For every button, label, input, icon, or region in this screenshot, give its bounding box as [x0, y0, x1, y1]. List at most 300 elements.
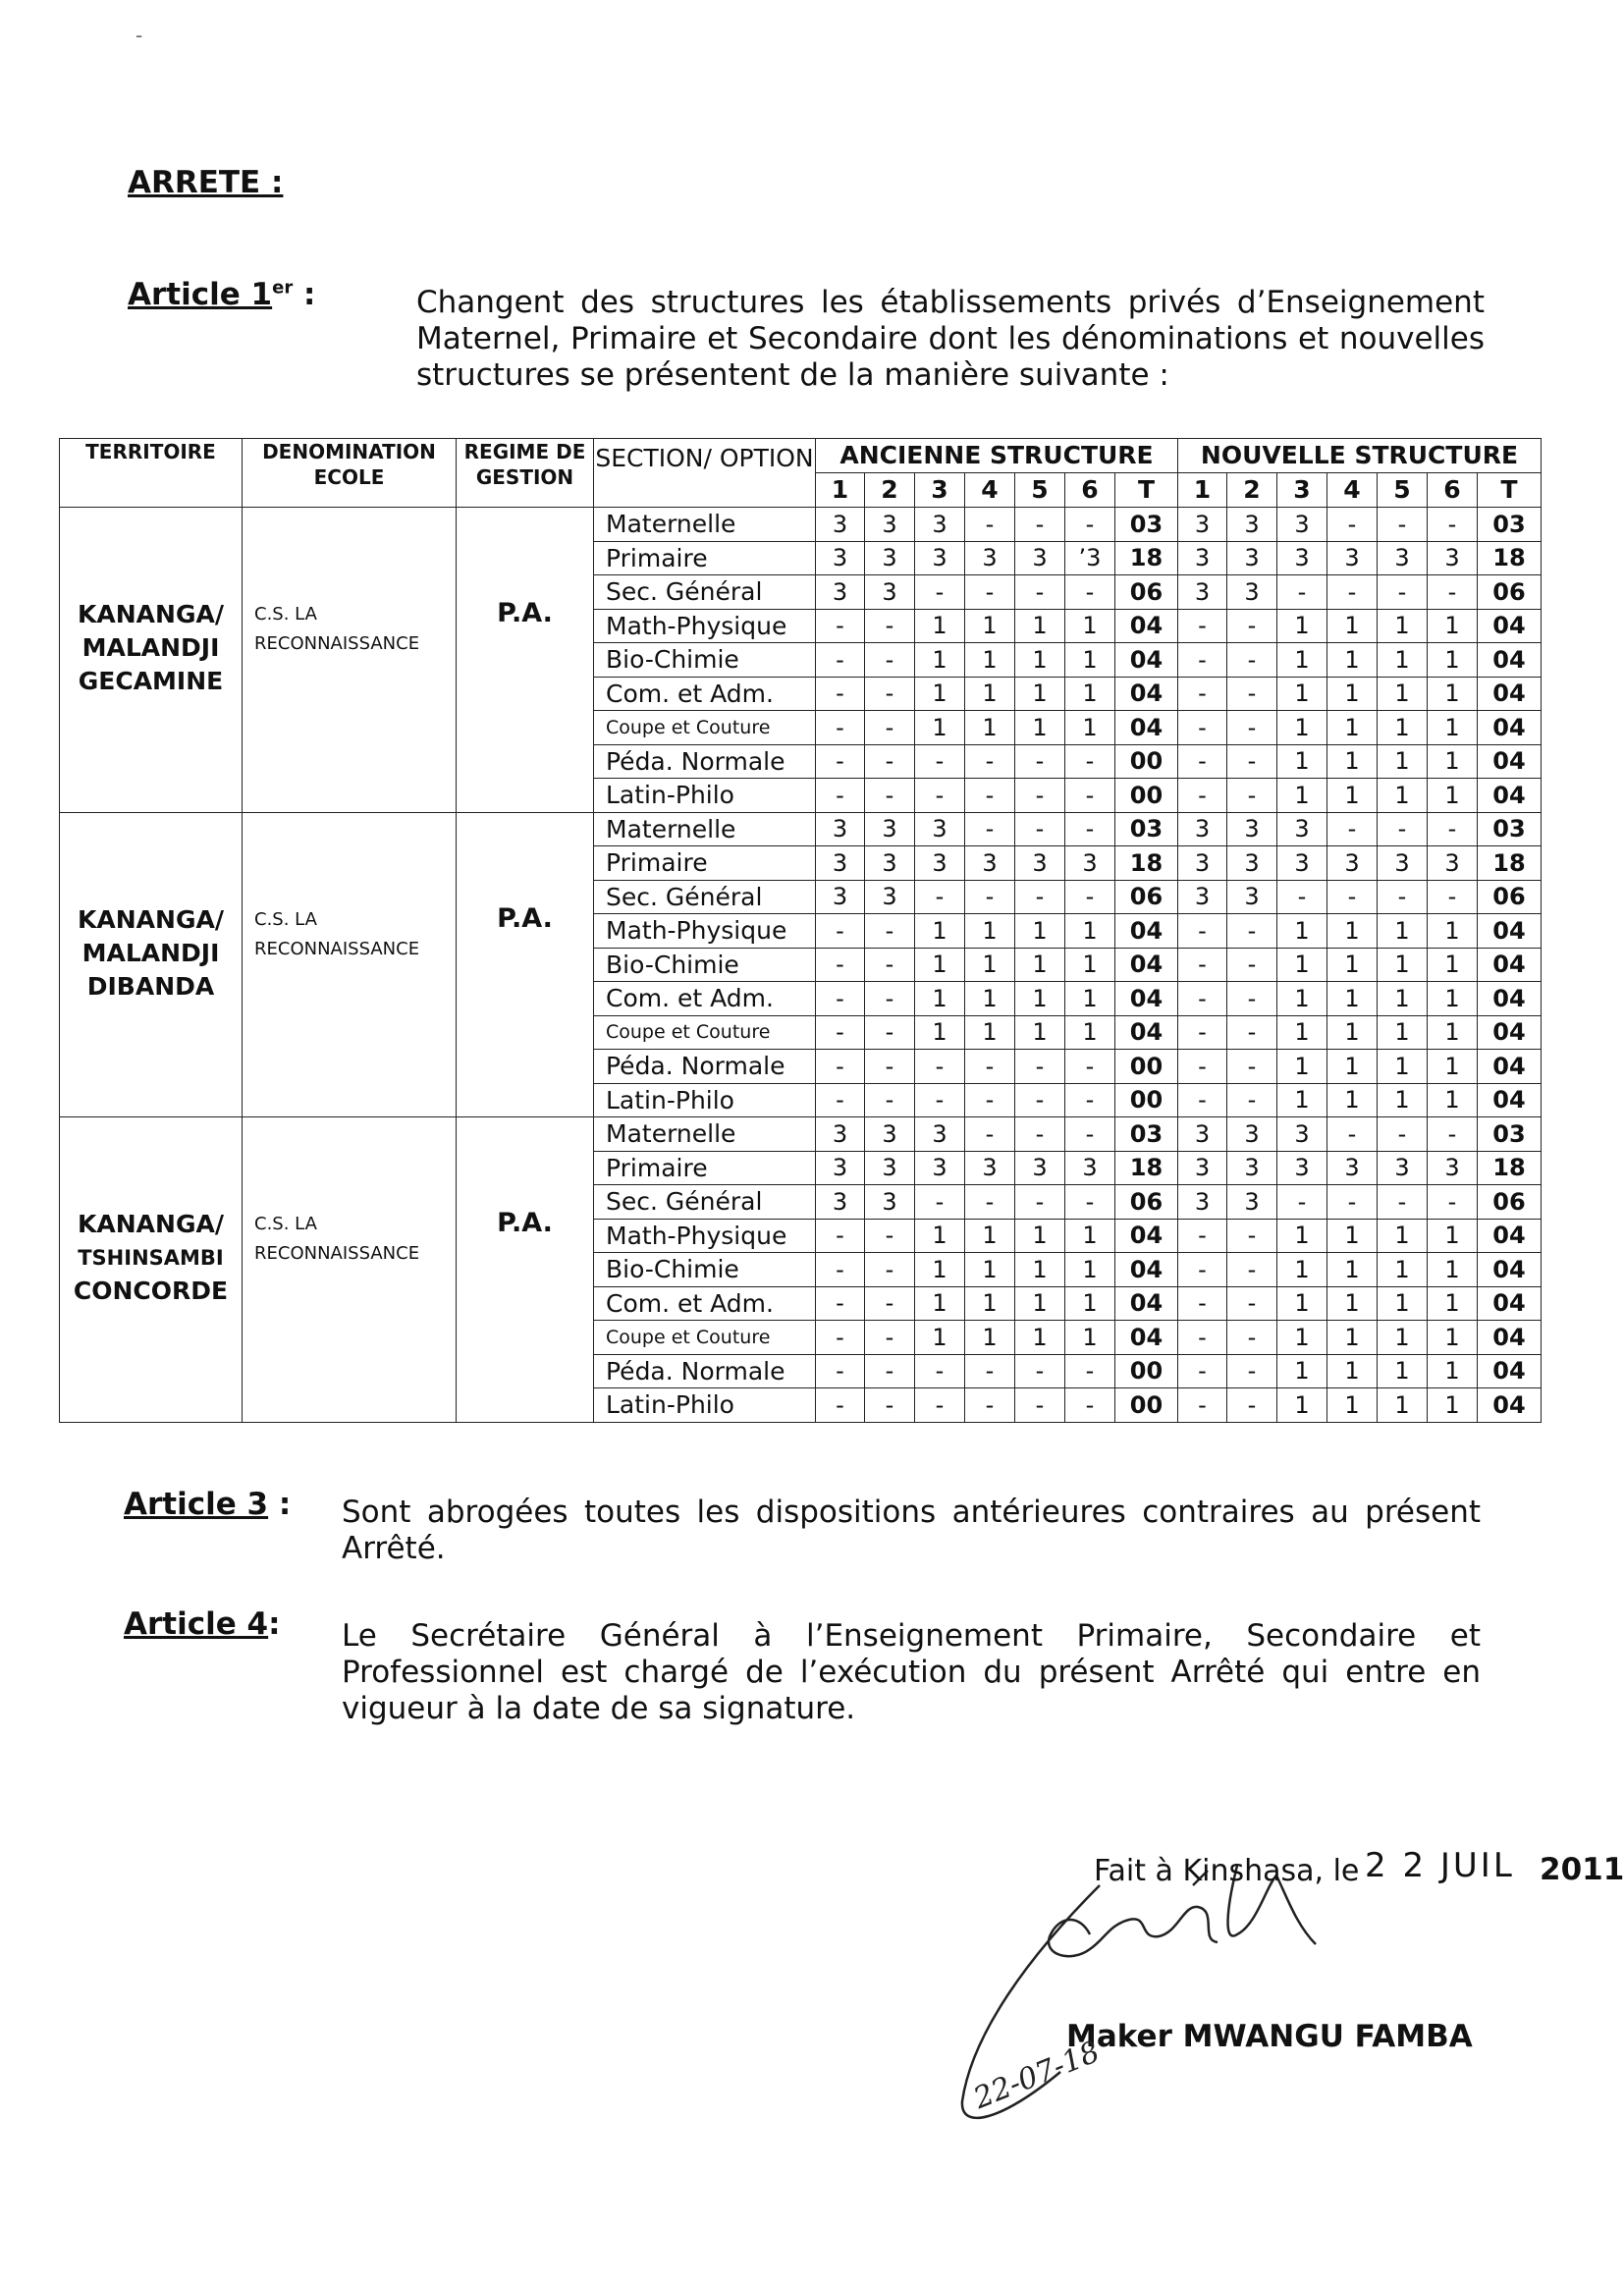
ancienne-total-cell: 04: [1115, 609, 1178, 643]
ancienne-year-cell: -: [865, 1083, 915, 1117]
ancienne-year-cell: -: [816, 1253, 865, 1287]
ancienne-total-cell: 06: [1115, 575, 1178, 610]
ancienne-year-cell: 3: [865, 812, 915, 846]
nouvelle-year-cell: -: [1227, 711, 1277, 745]
nouvelle-year-cell: 1: [1378, 1388, 1428, 1423]
nouvelle-year-cell: 1: [1277, 1354, 1327, 1388]
nouvelle-year-cell: 1: [1428, 1050, 1478, 1084]
nouvelle-year-cell: 3: [1277, 846, 1327, 881]
school-name-line: C.S. LA: [254, 1214, 317, 1234]
ancienne-year-cell: 3: [965, 846, 1015, 881]
ancienne-year-cell: 1: [1015, 643, 1065, 678]
nouvelle-total-cell: 04: [1478, 1286, 1542, 1321]
section-option-cell: Sec. Général: [594, 880, 816, 914]
ancienne-year-cell: 1: [1065, 711, 1115, 745]
nouvelle-year-cell: 1: [1277, 643, 1327, 678]
nouvelle-year-cell: -: [1178, 1388, 1227, 1423]
nouvelle-year-cell: -: [1428, 508, 1478, 542]
territoire-line: DIBANDA: [86, 971, 215, 1001]
ancienne-year-cell: -: [1065, 812, 1115, 846]
nouvelle-year-cell: 1: [1277, 711, 1327, 745]
ancienne-year-cell: 3: [915, 508, 965, 542]
ancienne-year-cell: -: [865, 1354, 915, 1388]
article3-label: [124, 1487, 291, 1522]
nouvelle-year-cell: 3: [1178, 846, 1227, 881]
nouvelle-year-cell: -: [1227, 744, 1277, 779]
nouvelle-year-cell: 3: [1227, 880, 1277, 914]
ancienne-year-cell: -: [865, 711, 915, 745]
ancienne-total-cell: 00: [1115, 1083, 1178, 1117]
nouvelle-total-cell: 04: [1478, 1354, 1542, 1388]
nouvelle-year-cell: 1: [1327, 677, 1378, 711]
nouvelle-year-cell: 3: [1327, 541, 1378, 575]
nouvelle-year-cell: 1: [1378, 1050, 1428, 1084]
nouvelle-year-cell: 1: [1378, 609, 1428, 643]
nouvelle-total-cell: 04: [1478, 1219, 1542, 1253]
nouvelle-year-cell: -: [1178, 1321, 1227, 1355]
ancienne-year-cell: 1: [915, 711, 965, 745]
section-option-cell: Sec. Général: [594, 1185, 816, 1220]
date-stamp: 2 2 JUIL: [1365, 1846, 1515, 1885]
nouvelle-year-cell: 3: [1277, 1151, 1327, 1185]
article4-text: Le Secrétaire Général à l’Enseignement Primaire, Secondaire et Professionnel est chargé de l’exécution du présent Arrêté qui entre en vigueur à la date de sa signature.: [342, 1618, 1481, 1726]
nouvelle-year-cell: -: [1378, 575, 1428, 610]
ancienne-year-cell: -: [865, 948, 915, 982]
ancienne-total-cell: 18: [1115, 846, 1178, 881]
ancienne-total-cell: 04: [1115, 677, 1178, 711]
nouvelle-year-cell: -: [1227, 1286, 1277, 1321]
ancienne-year-cell: 1: [1065, 677, 1115, 711]
nouvelle-year-cell: -: [1178, 643, 1227, 678]
ancienne-year-cell: -: [1015, 508, 1065, 542]
ancienne-year-cell: -: [965, 880, 1015, 914]
nouvelle-year-cell: 1: [1277, 914, 1327, 949]
ancienne-year-cell: -: [865, 1253, 915, 1287]
regime-cell: P.A.: [457, 812, 594, 1117]
ancienne-year-cell: -: [865, 643, 915, 678]
nouvelle-year-cell: 1: [1378, 982, 1428, 1016]
ancienne-total-cell: 03: [1115, 1117, 1178, 1152]
nouvelle-year-cell: 1: [1378, 1321, 1428, 1355]
nouvelle-year-cell: 1: [1277, 744, 1327, 779]
table-body: [60, 508, 1542, 1423]
ancienne-year-cell: 1: [1015, 711, 1065, 745]
school-name-cell: [243, 812, 457, 1117]
ancienne-year-cell: ʼ3: [1065, 541, 1115, 575]
ancienne-year-cell: -: [816, 744, 865, 779]
nouvelle-year-cell: 3: [1227, 508, 1277, 542]
ancienne-year-cell: -: [1065, 1050, 1115, 1084]
nouvelle-year-cell: 3: [1378, 846, 1428, 881]
ancienne-year-cell: 1: [1015, 609, 1065, 643]
nouvelle-year-cell: -: [1178, 982, 1227, 1016]
nouvelle-year-cell: -: [1178, 1253, 1227, 1287]
nouvelle-year-cell: 1: [1277, 779, 1327, 813]
section-option-cell: Bio-Chimie: [594, 1253, 816, 1287]
header-territoire: TERRITOIRE: [60, 439, 243, 508]
nouvelle-year-cell: -: [1178, 744, 1227, 779]
nouvelle-year-cell: -: [1428, 880, 1478, 914]
ancienne-year-cell: 3: [816, 812, 865, 846]
section-option-cell: Primaire: [594, 541, 816, 575]
ancienne-year-cell: -: [816, 914, 865, 949]
nouvelle-year-cell: 3: [1227, 1151, 1277, 1185]
nouvelle-year-cell: 3: [1277, 508, 1327, 542]
nouvelle-year-cell: 1: [1428, 609, 1478, 643]
ancienne-total-cell: 03: [1115, 508, 1178, 542]
old-col-header-1: 1: [816, 473, 865, 508]
ancienne-year-cell: -: [1065, 779, 1115, 813]
school-name-line: RECONNAISSANCE: [254, 938, 420, 959]
nouvelle-year-cell: 1: [1428, 1219, 1478, 1253]
nouvelle-year-cell: -: [1227, 1253, 1277, 1287]
article1-text: Changent des structures les établissements privés d’Enseignement Maternel, Primaire et Secondaire dont les dénominations et nouvelles structures se présentent de la manière suivante :: [416, 285, 1485, 393]
nouvelle-year-cell: 1: [1428, 1286, 1478, 1321]
ancienne-year-cell: 1: [965, 643, 1015, 678]
ancienne-year-cell: -: [965, 1354, 1015, 1388]
ancienne-year-cell: -: [1065, 880, 1115, 914]
ancienne-year-cell: 3: [816, 1151, 865, 1185]
nouvelle-total-cell: 04: [1478, 914, 1542, 949]
nouvelle-year-cell: -: [1178, 1219, 1227, 1253]
nouvelle-year-cell: 1: [1378, 677, 1428, 711]
ancienne-year-cell: -: [865, 744, 915, 779]
nouvelle-year-cell: 3: [1178, 508, 1227, 542]
nouvelle-year-cell: 1: [1327, 609, 1378, 643]
ancienne-year-cell: -: [816, 1286, 865, 1321]
ancienne-year-cell: 1: [1065, 914, 1115, 949]
ancienne-year-cell: 1: [915, 643, 965, 678]
ancienne-year-cell: 1: [1015, 677, 1065, 711]
ancienne-year-cell: 1: [1015, 914, 1065, 949]
date-stamp-year: 2011: [1540, 1852, 1624, 1887]
regime-cell: P.A.: [457, 508, 594, 813]
nouvelle-year-cell: 3: [1178, 541, 1227, 575]
old-col-header-t: T: [1115, 473, 1178, 508]
ancienne-year-cell: 1: [965, 982, 1015, 1016]
nouvelle-year-cell: 1: [1428, 711, 1478, 745]
nouvelle-total-cell: 18: [1478, 846, 1542, 881]
nouvelle-year-cell: 1: [1327, 1083, 1378, 1117]
section-option-cell: Maternelle: [594, 1117, 816, 1152]
ancienne-year-cell: -: [965, 744, 1015, 779]
ancienne-year-cell: 3: [865, 541, 915, 575]
old-col-header-6: 6: [1065, 473, 1115, 508]
school-name-line: C.S. LA: [254, 908, 317, 930]
ancienne-year-cell: 1: [915, 1253, 965, 1287]
ancienne-total-cell: 03: [1115, 812, 1178, 846]
nouvelle-year-cell: -: [1227, 982, 1277, 1016]
nouvelle-year-cell: -: [1227, 1354, 1277, 1388]
ancienne-year-cell: -: [1065, 1083, 1115, 1117]
nouvelle-year-cell: 1: [1378, 1286, 1428, 1321]
ancienne-year-cell: -: [816, 677, 865, 711]
nouvelle-year-cell: 3: [1227, 541, 1277, 575]
nouvelle-total-cell: 04: [1478, 1253, 1542, 1287]
ancienne-year-cell: -: [1065, 1388, 1115, 1423]
header-nouvelle-structure: NOUVELLE STRUCTURE: [1178, 439, 1542, 473]
nouvelle-year-cell: -: [1178, 914, 1227, 949]
section-option-cell: Primaire: [594, 1151, 816, 1185]
ancienne-year-cell: -: [816, 1321, 865, 1355]
new-col-header-1: 1: [1178, 473, 1227, 508]
document-heading: ARRETE :: [128, 165, 284, 200]
ancienne-year-cell: -: [1015, 1185, 1065, 1220]
article4-label: [124, 1606, 281, 1642]
ancienne-year-cell: -: [915, 1388, 965, 1423]
table-row: [60, 508, 1542, 542]
ancienne-year-cell: -: [965, 508, 1015, 542]
ancienne-year-cell: 3: [915, 1151, 965, 1185]
ancienne-year-cell: 1: [915, 1286, 965, 1321]
nouvelle-year-cell: 1: [1428, 948, 1478, 982]
nouvelle-total-cell: 04: [1478, 1083, 1542, 1117]
article1-label-sup: er: [272, 277, 294, 299]
section-option-cell: Primaire: [594, 846, 816, 881]
ancienne-year-cell: 3: [865, 880, 915, 914]
ancienne-year-cell: -: [865, 914, 915, 949]
section-option-cell: Coupe et Couture: [594, 1015, 816, 1050]
ancienne-total-cell: 00: [1115, 1354, 1178, 1388]
ancienne-total-cell: 00: [1115, 1050, 1178, 1084]
ancienne-year-cell: 3: [865, 846, 915, 881]
nouvelle-year-cell: 1: [1378, 914, 1428, 949]
territoire-line: KANANGA/: [78, 904, 224, 934]
ancienne-year-cell: -: [1015, 779, 1065, 813]
ancienne-year-cell: 1: [1015, 1321, 1065, 1355]
nouvelle-total-cell: 03: [1478, 508, 1542, 542]
nouvelle-year-cell: -: [1227, 677, 1277, 711]
ancienne-year-cell: -: [816, 643, 865, 678]
section-option-cell: Péda. Normale: [594, 1050, 816, 1084]
school-name-cell: [243, 508, 457, 813]
ancienne-year-cell: 3: [1015, 1151, 1065, 1185]
nouvelle-year-cell: -: [1428, 1185, 1478, 1220]
ancienne-year-cell: -: [1015, 880, 1065, 914]
nouvelle-year-cell: -: [1227, 1321, 1277, 1355]
section-option-cell: Péda. Normale: [594, 744, 816, 779]
school-name-line: RECONNAISSANCE: [254, 1243, 420, 1264]
ancienne-year-cell: -: [1065, 1117, 1115, 1152]
ancienne-year-cell: -: [816, 779, 865, 813]
territoire-line: TSHINSAMBI: [78, 1246, 224, 1270]
table-row: [60, 812, 1542, 846]
ancienne-year-cell: -: [965, 1185, 1015, 1220]
ancienne-year-cell: 1: [915, 1219, 965, 1253]
nouvelle-year-cell: -: [1378, 812, 1428, 846]
scan-mark: -: [135, 24, 143, 47]
nouvelle-year-cell: 1: [1378, 1253, 1428, 1287]
nouvelle-year-cell: 3: [1378, 1151, 1428, 1185]
school-name-line: RECONNAISSANCE: [254, 633, 420, 654]
nouvelle-year-cell: -: [1178, 1050, 1227, 1084]
nouvelle-year-cell: 1: [1277, 1253, 1327, 1287]
ancienne-year-cell: 1: [1065, 948, 1115, 982]
territoire-cell: [60, 1117, 243, 1423]
ancienne-year-cell: 1: [965, 1253, 1015, 1287]
nouvelle-year-cell: 1: [1378, 643, 1428, 678]
ancienne-year-cell: 1: [965, 609, 1015, 643]
nouvelle-year-cell: -: [1178, 677, 1227, 711]
ancienne-year-cell: -: [1015, 1117, 1065, 1152]
nouvelle-year-cell: 1: [1428, 982, 1478, 1016]
nouvelle-year-cell: 1: [1327, 1015, 1378, 1050]
ancienne-year-cell: 1: [1065, 1015, 1115, 1050]
nouvelle-year-cell: -: [1178, 711, 1227, 745]
section-option-cell: Latin-Philo: [594, 779, 816, 813]
ancienne-year-cell: -: [965, 1050, 1015, 1084]
ancienne-year-cell: 3: [865, 1117, 915, 1152]
ancienne-year-cell: 3: [1015, 541, 1065, 575]
ancienne-year-cell: -: [816, 1083, 865, 1117]
nouvelle-year-cell: 1: [1378, 1219, 1428, 1253]
ancienne-year-cell: 1: [915, 914, 965, 949]
territoire-line: KANANGA/: [78, 600, 224, 628]
ancienne-year-cell: 1: [915, 677, 965, 711]
nouvelle-year-cell: -: [1327, 880, 1378, 914]
ancienne-year-cell: -: [865, 779, 915, 813]
nouvelle-year-cell: 3: [1227, 1117, 1277, 1152]
ancienne-year-cell: 3: [816, 541, 865, 575]
nouvelle-year-cell: -: [1178, 1354, 1227, 1388]
nouvelle-year-cell: -: [1378, 1185, 1428, 1220]
place-date-line: Fait à Kinshasa, le: [1094, 1854, 1360, 1888]
nouvelle-year-cell: 1: [1327, 643, 1378, 678]
ancienne-year-cell: -: [816, 1219, 865, 1253]
ancienne-year-cell: 3: [915, 1117, 965, 1152]
ancienne-year-cell: 3: [915, 541, 965, 575]
nouvelle-year-cell: -: [1227, 1083, 1277, 1117]
ancienne-year-cell: -: [1015, 812, 1065, 846]
ancienne-year-cell: -: [965, 575, 1015, 610]
nouvelle-total-cell: 03: [1478, 1117, 1542, 1152]
ancienne-total-cell: 04: [1115, 914, 1178, 949]
ancienne-year-cell: -: [965, 812, 1015, 846]
header-section: SECTION/ OPTION: [594, 439, 816, 508]
nouvelle-year-cell: 3: [1327, 1151, 1378, 1185]
nouvelle-year-cell: -: [1428, 812, 1478, 846]
ancienne-year-cell: -: [816, 1354, 865, 1388]
nouvelle-year-cell: 1: [1277, 677, 1327, 711]
nouvelle-year-cell: -: [1178, 948, 1227, 982]
article3-colon: :: [268, 1487, 292, 1522]
nouvelle-year-cell: 1: [1327, 1388, 1378, 1423]
nouvelle-year-cell: -: [1378, 1117, 1428, 1152]
nouvelle-total-cell: 18: [1478, 1151, 1542, 1185]
ancienne-total-cell: 18: [1115, 1151, 1178, 1185]
article4-label-text: Article 4: [124, 1606, 269, 1642]
territoire-cell: [60, 812, 243, 1117]
nouvelle-year-cell: -: [1178, 779, 1227, 813]
ancienne-year-cell: -: [1015, 1083, 1065, 1117]
nouvelle-year-cell: -: [1178, 1083, 1227, 1117]
nouvelle-total-cell: 06: [1478, 575, 1542, 610]
old-col-header-5: 5: [1015, 473, 1065, 508]
section-option-cell: Bio-Chimie: [594, 643, 816, 678]
nouvelle-year-cell: 1: [1327, 1050, 1378, 1084]
nouvelle-year-cell: -: [1277, 880, 1327, 914]
nouvelle-year-cell: 1: [1428, 1253, 1478, 1287]
ancienne-year-cell: -: [865, 1321, 915, 1355]
ancienne-year-cell: -: [1065, 508, 1115, 542]
territoire-line: KANANGA/: [78, 1210, 224, 1238]
nouvelle-year-cell: 1: [1277, 1388, 1327, 1423]
ancienne-year-cell: 3: [865, 1151, 915, 1185]
ancienne-year-cell: 1: [915, 948, 965, 982]
ancienne-year-cell: -: [1015, 1050, 1065, 1084]
ancienne-year-cell: 3: [915, 812, 965, 846]
new-col-header-5: 5: [1378, 473, 1428, 508]
nouvelle-total-cell: 04: [1478, 948, 1542, 982]
nouvelle-total-cell: 03: [1478, 812, 1542, 846]
ancienne-year-cell: -: [1065, 575, 1115, 610]
nouvelle-year-cell: 3: [1428, 541, 1478, 575]
ancienne-year-cell: -: [865, 1388, 915, 1423]
ancienne-year-cell: 1: [1065, 643, 1115, 678]
nouvelle-year-cell: -: [1327, 1117, 1378, 1152]
nouvelle-year-cell: 3: [1327, 846, 1378, 881]
article4-colon: :: [268, 1606, 281, 1642]
ancienne-year-cell: 1: [1015, 1286, 1065, 1321]
ancienne-year-cell: 3: [915, 846, 965, 881]
nouvelle-year-cell: 1: [1428, 1015, 1478, 1050]
territoire-line: CONCORDE: [73, 1277, 229, 1305]
nouvelle-year-cell: 1: [1277, 609, 1327, 643]
ancienne-year-cell: 3: [1065, 846, 1115, 881]
nouvelle-year-cell: 3: [1227, 846, 1277, 881]
ancienne-year-cell: -: [1015, 1354, 1065, 1388]
nouvelle-year-cell: 1: [1327, 948, 1378, 982]
ancienne-year-cell: 1: [1015, 948, 1065, 982]
nouvelle-year-cell: 1: [1378, 744, 1428, 779]
ancienne-year-cell: 1: [965, 948, 1015, 982]
nouvelle-year-cell: 1: [1378, 711, 1428, 745]
header-regime: REGIME DE GESTION: [457, 439, 594, 508]
territoire-line: MALANDJI: [81, 633, 220, 662]
nouvelle-year-cell: 1: [1428, 643, 1478, 678]
article3-label-text: Article 3: [124, 1487, 269, 1522]
nouvelle-year-cell: -: [1327, 575, 1378, 610]
nouvelle-year-cell: 3: [1227, 812, 1277, 846]
nouvelle-year-cell: 1: [1327, 1286, 1378, 1321]
nouvelle-year-cell: -: [1277, 575, 1327, 610]
territoire-line: GECAMINE: [78, 667, 224, 695]
nouvelle-year-cell: 1: [1277, 1321, 1327, 1355]
article1-label-text: Article 1: [128, 277, 273, 312]
ancienne-year-cell: 1: [1065, 1219, 1115, 1253]
ancienne-year-cell: 1: [915, 1015, 965, 1050]
section-option-cell: Com. et Adm.: [594, 1286, 816, 1321]
nouvelle-total-cell: 04: [1478, 1321, 1542, 1355]
ancienne-year-cell: 1: [965, 1015, 1015, 1050]
school-name-cell: [243, 1117, 457, 1423]
ancienne-year-cell: -: [816, 609, 865, 643]
ancienne-year-cell: -: [865, 1286, 915, 1321]
school-name-line: C.S. LA: [254, 604, 317, 625]
ancienne-year-cell: 3: [816, 880, 865, 914]
ancienne-year-cell: -: [865, 677, 915, 711]
nouvelle-year-cell: -: [1227, 609, 1277, 643]
nouvelle-total-cell: 04: [1478, 1050, 1542, 1084]
ancienne-year-cell: -: [816, 1388, 865, 1423]
ancienne-year-cell: 1: [965, 1321, 1015, 1355]
nouvelle-year-cell: 1: [1428, 1321, 1478, 1355]
ancienne-year-cell: 3: [816, 1117, 865, 1152]
nouvelle-year-cell: 3: [1277, 541, 1327, 575]
ancienne-total-cell: 06: [1115, 1185, 1178, 1220]
nouvelle-year-cell: 1: [1277, 982, 1327, 1016]
ancienne-year-cell: 3: [865, 1185, 915, 1220]
